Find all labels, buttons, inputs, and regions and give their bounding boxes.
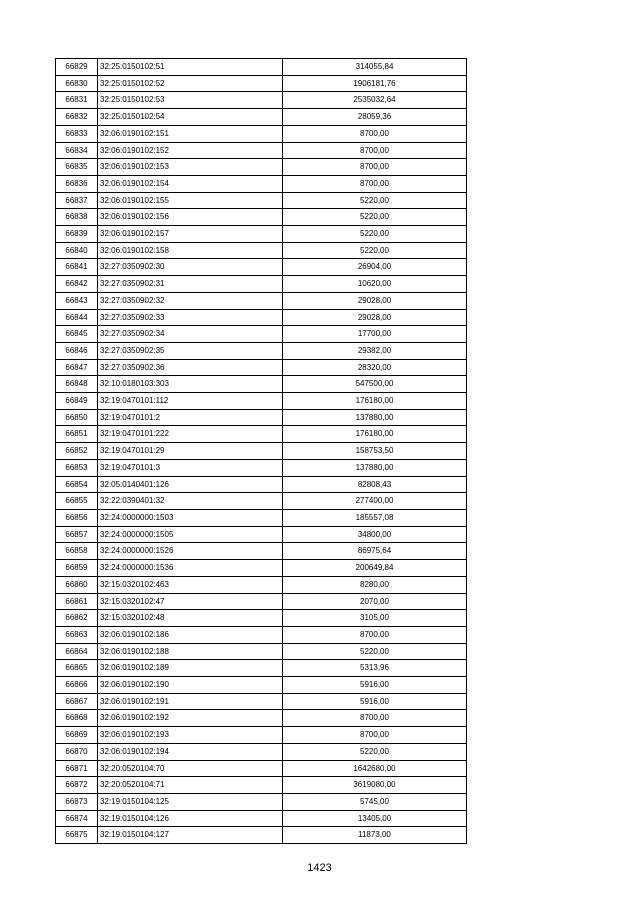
cadastral-number: 32:19:0470101:112: [98, 393, 283, 410]
table-row: [56, 59, 467, 76]
table-row: [56, 342, 467, 359]
row-number: 66859: [56, 560, 98, 577]
table-row: [56, 643, 467, 660]
cadastral-number: 32:27:0350902:33: [98, 309, 283, 326]
cadastral-number: 32:20:0520104:70: [98, 760, 283, 777]
cadastral-number: 32:15:0320102:48: [98, 610, 283, 627]
cadastral-number: 32:06:0190102:155: [98, 192, 283, 209]
value-cell: 26904,00: [283, 259, 467, 276]
table-row: [56, 426, 467, 443]
row-number: 66875: [56, 827, 98, 844]
value-cell: 176180,00: [283, 426, 467, 443]
cadastral-number: 32:19:0150104:127: [98, 827, 283, 844]
value-cell: 2535032,64: [283, 92, 467, 109]
cadastral-number: 32:15:0320102:47: [98, 593, 283, 610]
table-row: [56, 142, 467, 159]
table-row: [56, 92, 467, 109]
value-cell: 5220,00: [283, 209, 467, 226]
cadastral-number: 32:06:0190102:192: [98, 710, 283, 727]
cadastral-number: 32:06:0190102:157: [98, 226, 283, 243]
table-row: [56, 610, 467, 627]
table-row: [56, 576, 467, 593]
table-row: [56, 526, 467, 543]
cadastral-number: 32:25:0150102:51: [98, 59, 283, 76]
table-row: [56, 159, 467, 176]
row-number: 66866: [56, 677, 98, 694]
cadastral-number: 32:25:0150102:54: [98, 109, 283, 126]
cadastral-number: 32:19:0470101:222: [98, 426, 283, 443]
value-cell: 1642680,00: [283, 760, 467, 777]
row-number: 66870: [56, 743, 98, 760]
value-cell: 5220,00: [283, 226, 467, 243]
table-row: [56, 710, 467, 727]
value-cell: 17700,00: [283, 326, 467, 343]
cadastral-number: 32:06:0190102:152: [98, 142, 283, 159]
row-number: 66858: [56, 543, 98, 560]
value-cell: 8700,00: [283, 159, 467, 176]
cadastral-number: 32:24:0000000:1505: [98, 526, 283, 543]
value-cell: 28320,00: [283, 359, 467, 376]
value-cell: 176180,00: [283, 393, 467, 410]
value-cell: 3619080,00: [283, 777, 467, 794]
row-number: 66863: [56, 626, 98, 643]
table-row: [56, 543, 467, 560]
value-cell: 5220,00: [283, 743, 467, 760]
row-number: 66860: [56, 576, 98, 593]
table-row: [56, 677, 467, 694]
cadastral-number: 32:25:0150102:52: [98, 75, 283, 92]
row-number: 66867: [56, 693, 98, 710]
table-row: [56, 509, 467, 526]
value-cell: 3105,00: [283, 610, 467, 627]
value-cell: 137880,00: [283, 409, 467, 426]
data-table: [55, 58, 467, 844]
row-number: 66874: [56, 810, 98, 827]
value-cell: 82808,43: [283, 476, 467, 493]
value-cell: 29028,00: [283, 292, 467, 309]
row-number: 66836: [56, 175, 98, 192]
table-row: [56, 626, 467, 643]
value-cell: 137880,00: [283, 459, 467, 476]
value-cell: 28059,36: [283, 109, 467, 126]
cadastral-number: 32:19:0150104:125: [98, 793, 283, 810]
row-number: 66853: [56, 459, 98, 476]
cadastral-number: 32:19:0470101:2: [98, 409, 283, 426]
row-number: 66845: [56, 326, 98, 343]
cadastral-number: 32:06:0190102:193: [98, 727, 283, 744]
value-cell: 5220,00: [283, 192, 467, 209]
value-cell: 8700,00: [283, 727, 467, 744]
value-cell: 29382,00: [283, 342, 467, 359]
cadastral-number: 32:06:0190102:151: [98, 125, 283, 142]
cadastral-number: 32:25:0150102:53: [98, 92, 283, 109]
cadastral-number: 32:05:0140401:126: [98, 476, 283, 493]
table-row: [56, 443, 467, 460]
row-number: 66872: [56, 777, 98, 794]
value-cell: 5916,00: [283, 677, 467, 694]
cadastral-number: 32:19:0150104:126: [98, 810, 283, 827]
value-cell: 158753,50: [283, 443, 467, 460]
value-cell: 314055,84: [283, 59, 467, 76]
value-cell: 29028,00: [283, 309, 467, 326]
row-number: 66862: [56, 610, 98, 627]
table-row: [56, 376, 467, 393]
value-cell: 5220,00: [283, 242, 467, 259]
row-number: 66852: [56, 443, 98, 460]
table-row: [56, 192, 467, 209]
value-cell: 8700,00: [283, 125, 467, 142]
value-cell: 86975,64: [283, 543, 467, 560]
value-cell: 200649,84: [283, 560, 467, 577]
value-cell: 277400,00: [283, 493, 467, 510]
value-cell: 8700,00: [283, 175, 467, 192]
row-number: 66829: [56, 59, 98, 76]
row-number: 66851: [56, 426, 98, 443]
value-cell: 8280,00: [283, 576, 467, 593]
value-cell: 11873,00: [283, 827, 467, 844]
value-cell: 8700,00: [283, 710, 467, 727]
row-number: 66847: [56, 359, 98, 376]
cadastral-number: 32:27:0350902:34: [98, 326, 283, 343]
value-cell: 10620,00: [283, 276, 467, 293]
value-cell: 185557,08: [283, 509, 467, 526]
value-cell: 5745,00: [283, 793, 467, 810]
cadastral-number: 32:22:0390401:32: [98, 493, 283, 510]
row-number: 66839: [56, 226, 98, 243]
table-row: [56, 276, 467, 293]
cadastral-number: 32:06:0190102:194: [98, 743, 283, 760]
table-row: [56, 810, 467, 827]
cadastral-number: 32:06:0190102:186: [98, 626, 283, 643]
table-row: [56, 209, 467, 226]
row-number: 66837: [56, 192, 98, 209]
value-cell: 5220,00: [283, 643, 467, 660]
row-number: 66865: [56, 660, 98, 677]
table-row: [56, 760, 467, 777]
cadastral-number: 32:06:0190102:188: [98, 643, 283, 660]
table-row: [56, 727, 467, 744]
cadastral-number: 32:06:0190102:189: [98, 660, 283, 677]
table-row: [56, 125, 467, 142]
row-number: 66855: [56, 493, 98, 510]
table-row: [56, 777, 467, 794]
cadastral-number: 32:24:0000000:1526: [98, 543, 283, 560]
value-cell: 34800,00: [283, 526, 467, 543]
row-number: 66835: [56, 159, 98, 176]
row-number: 66861: [56, 593, 98, 610]
row-number: 66833: [56, 125, 98, 142]
table-row: [56, 827, 467, 844]
row-number: 66838: [56, 209, 98, 226]
cadastral-number: 32:27:0350902:31: [98, 276, 283, 293]
row-number: 66831: [56, 92, 98, 109]
row-number: 66848: [56, 376, 98, 393]
table-row: [56, 109, 467, 126]
cadastral-number: 32:24:0000000:1503: [98, 509, 283, 526]
cadastral-number: 32:06:0190102:190: [98, 677, 283, 694]
cadastral-number: 32:20:0520104:71: [98, 777, 283, 794]
table-row: [56, 393, 467, 410]
row-number: 66854: [56, 476, 98, 493]
cadastral-number: 32:19:0470101:29: [98, 443, 283, 460]
cadastral-number: 32:19:0470101:3: [98, 459, 283, 476]
cadastral-number: 32:27:0350902:36: [98, 359, 283, 376]
table-row: [56, 359, 467, 376]
table-row: [56, 226, 467, 243]
table-row: [56, 593, 467, 610]
row-number: 66834: [56, 142, 98, 159]
value-cell: 5313,96: [283, 660, 467, 677]
table-row: [56, 259, 467, 276]
page-number: 1423: [307, 862, 332, 874]
table-row: [56, 560, 467, 577]
row-number: 66840: [56, 242, 98, 259]
table-row: [56, 75, 467, 92]
value-cell: 5916,00: [283, 693, 467, 710]
value-cell: 1906181,76: [283, 75, 467, 92]
cadastral-number: 32:24:0000000:1536: [98, 560, 283, 577]
cadastral-number: 32:06:0190102:191: [98, 693, 283, 710]
table-row: [56, 493, 467, 510]
cadastral-number: 32:06:0190102:156: [98, 209, 283, 226]
row-number: 66844: [56, 309, 98, 326]
table-row: [56, 459, 467, 476]
value-cell: 8700,00: [283, 142, 467, 159]
table-row: [56, 476, 467, 493]
table-row: [56, 242, 467, 259]
row-number: 66873: [56, 793, 98, 810]
row-number: 66871: [56, 760, 98, 777]
table-row: [56, 175, 467, 192]
table-row: [56, 309, 467, 326]
row-number: 66864: [56, 643, 98, 660]
value-cell: 2070,00: [283, 593, 467, 610]
table-row: [56, 693, 467, 710]
row-number: 66850: [56, 409, 98, 426]
cadastral-number: 32:06:0190102:154: [98, 175, 283, 192]
table-row: [56, 409, 467, 426]
cadastral-number: 32:06:0190102:158: [98, 242, 283, 259]
row-number: 66856: [56, 509, 98, 526]
table-row: [56, 793, 467, 810]
value-cell: 13405,00: [283, 810, 467, 827]
value-cell: 8700,00: [283, 626, 467, 643]
row-number: 66869: [56, 727, 98, 744]
cadastral-number: 32:06:0190102:153: [98, 159, 283, 176]
row-number: 66849: [56, 393, 98, 410]
row-number: 66842: [56, 276, 98, 293]
table-row: [56, 292, 467, 309]
table-row: [56, 660, 467, 677]
row-number: 66832: [56, 109, 98, 126]
table-row: [56, 743, 467, 760]
cadastral-number: 32:27:0350902:35: [98, 342, 283, 359]
cadastral-number: 32:27:0350902:30: [98, 259, 283, 276]
cadastral-number: 32:10:0180103:303: [98, 376, 283, 393]
cadastral-number: 32:15:0320102:463: [98, 576, 283, 593]
row-number: 66830: [56, 75, 98, 92]
cadastral-number: 32:27:0350902:32: [98, 292, 283, 309]
row-number: 66843: [56, 292, 98, 309]
table-body: [56, 59, 467, 844]
row-number: 66868: [56, 710, 98, 727]
row-number: 66857: [56, 526, 98, 543]
row-number: 66841: [56, 259, 98, 276]
value-cell: 547500,00: [283, 376, 467, 393]
table-row: [56, 326, 467, 343]
row-number: 66846: [56, 342, 98, 359]
